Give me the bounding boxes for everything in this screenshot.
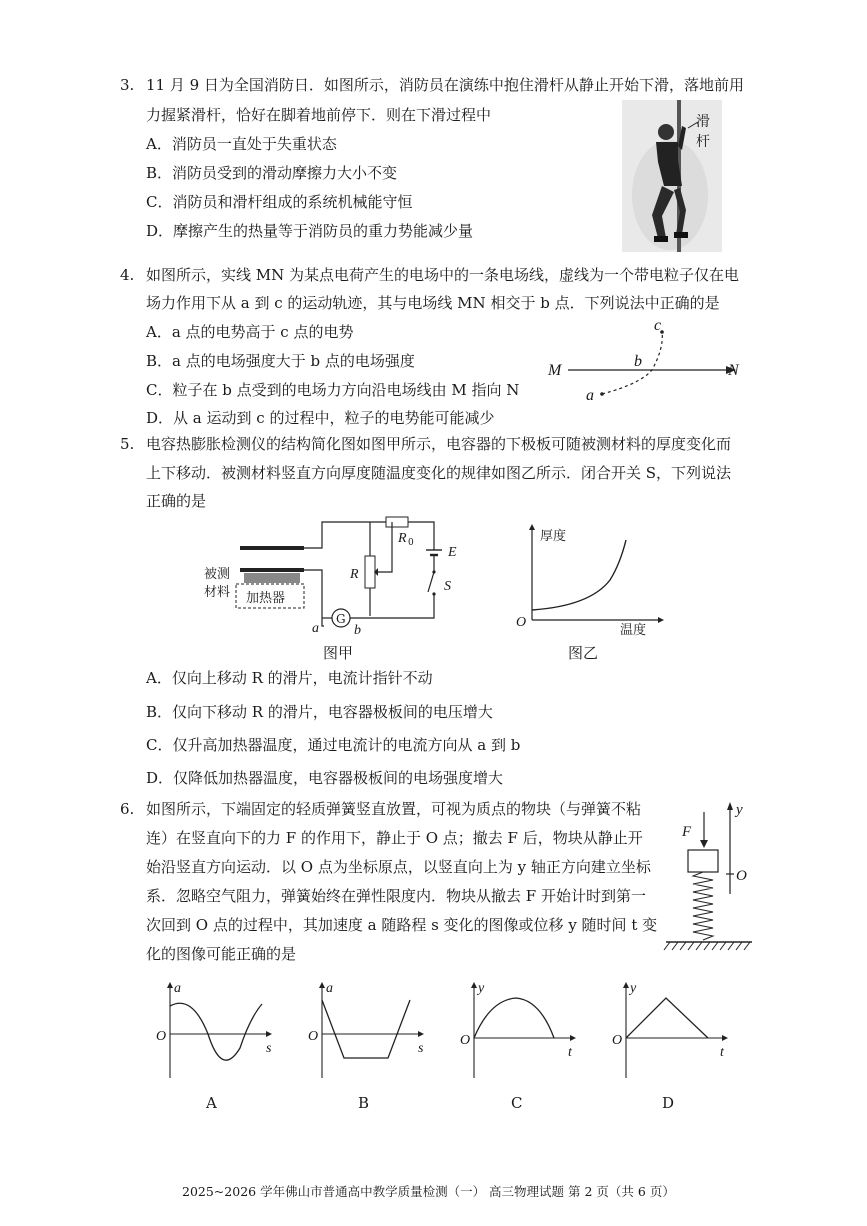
q4-number: 4. (120, 266, 135, 284)
graph-b-curve (322, 1000, 410, 1058)
graph-a (150, 978, 280, 1088)
graph-b-xlabel: s (418, 1041, 424, 1056)
graph-b-origin: O (308, 1029, 319, 1044)
graph-b (302, 978, 432, 1088)
fig-jia-caption: 图甲 (323, 644, 354, 662)
q5-option-c: C．仅升高加热器温度，通过电流计的电流方向从 a 到 b (146, 736, 521, 754)
label-g: G (336, 612, 346, 626)
q4-option-b: B．a 点的电场强度大于 b 点的电场强度 (146, 352, 415, 370)
spring-block-figure (660, 794, 760, 956)
q4-option-c: C．粒子在 b 点受到的电场力方向沿电场线由 M 指向 N (146, 381, 520, 399)
graph-d-xlabel: t (720, 1045, 724, 1060)
label-b-circuit: b (354, 623, 361, 638)
graph-c-label: C (511, 1094, 523, 1112)
graph-a-origin: O (156, 1029, 167, 1044)
field-line-diagram (540, 318, 750, 408)
page-footer: 2025~2026 学年佛山市普通高中教学质量检测（一） 高三物理试题 第 2 页（共 6 页） (182, 1184, 675, 1199)
circuit-diagram (200, 510, 470, 660)
q5-stem-line1: 电容热膨胀检测仪的结构简化图如图甲所示，电容器的下极板可随被测材料的厚度变化而 (146, 435, 732, 453)
q3-option-a: A．消防员一直处于失重状态 (146, 135, 337, 153)
graph-c-origin: O (460, 1033, 471, 1048)
graph-b-ylabel: a (326, 981, 333, 996)
q4-stem-line2: 场力作用下从 a 到 c 的运动轨迹，其与电场线 MN 相交于 b 点．下列说法中正确的是 (146, 294, 720, 312)
label-c: c (654, 318, 662, 334)
material-label-1: 被测 (204, 567, 231, 582)
q4-stem-line1: 如图所示，实线 MN 为某点电荷产生的电场中的一条电场线，虚线为一个带电粒子仅在电 (146, 266, 740, 284)
q3-option-c: C．消防员和滑杆组成的系统机械能守恒 (146, 193, 413, 211)
label-s: S (444, 579, 451, 594)
label-a: a (586, 387, 594, 404)
q3-number: 3. (120, 76, 135, 94)
rheostat-r (365, 556, 375, 588)
q4-option-d: D．从 a 运动到 c 的过程中，粒子的电势能可能减少 (146, 409, 495, 427)
material-label-2: 材料 (204, 585, 231, 600)
trajectory-dashed (602, 332, 662, 394)
graph-c (454, 978, 584, 1088)
block (688, 850, 718, 872)
q3-option-b: B．消防员受到的滑动摩擦力大小不变 (146, 164, 398, 182)
label-r0: R (398, 531, 407, 546)
capacitor-bottom-plate (240, 568, 304, 572)
graph-b-label: B (358, 1094, 370, 1112)
q5-option-d: D．仅降低加热器温度，电容器极板间的电场强度增大 (146, 769, 504, 787)
label-m: M (548, 362, 562, 379)
label-r0-sub: 0 (408, 538, 414, 548)
label-f: F (682, 824, 692, 840)
thickness-curve (532, 540, 626, 610)
spring (693, 872, 713, 940)
resistor-r0 (386, 517, 408, 527)
label-r: R (350, 567, 359, 582)
q6-stem-line4: 系．忽略空气阻力，弹簧始终在弹性限度内．物块从撤去 F 开始计时到第一 (146, 887, 646, 905)
graph-d (606, 978, 736, 1088)
q5-number: 5. (120, 435, 135, 453)
q6-stem-line5: 次回到 O 点的过程中，其加速度 a 随路程 s 变化的图像或位移 y 随时间 t 变 (146, 916, 658, 934)
q6-stem-line1: 如图所示，下端固定的轻质弹簧竖直放置，可视为质点的物块（与弹簧不粘 (146, 800, 642, 818)
graph-d-ylabel: y (630, 981, 637, 996)
q6-stem-line3: 始沿竖直方向运动．以 O 点为坐标原点，以竖直向上为 y 轴正方向建立坐标 (146, 858, 651, 876)
test-material (244, 573, 300, 583)
graph-c-curve (474, 998, 554, 1038)
graph-c-ylabel: y (478, 981, 485, 996)
photo-label-1: 滑 (696, 114, 710, 130)
q3-stem-line1: 11 月 9 日为全国消防日．如图所示，消防员在演练中抱住滑杆从静止开始下滑，落地前用 (146, 76, 744, 94)
q4-option-a: A．a 点的电势高于 c 点的电势 (146, 323, 354, 341)
label-y-axis: y (736, 802, 743, 818)
firefighter-photo (622, 100, 722, 252)
q3-option-d: D．摩擦产生的热量等于消防员的重力势能减少量 (146, 222, 474, 240)
capacitor-top-plate (240, 546, 304, 550)
graph-a-ylabel: a (174, 981, 181, 996)
label-b: b (634, 353, 642, 370)
q5-option-a: A．仅向上移动 R 的滑片，电流计指针不动 (146, 669, 433, 687)
graph-ylabel: 厚度 (540, 529, 567, 544)
label-a-circuit: a (312, 621, 319, 636)
graph-origin: O (516, 615, 527, 630)
graph-d-label: D (662, 1094, 675, 1112)
graph-a-curve (170, 1003, 262, 1060)
q3-stem-line2: 力握紧滑杆，恰好在脚着地前停下．则在下滑过程中 (146, 106, 492, 124)
graph-d-curve (626, 998, 708, 1038)
graph-a-label: A (206, 1094, 217, 1112)
graph-xlabel: 温度 (620, 623, 647, 638)
label-e: E (448, 545, 457, 560)
graph-a-xlabel: s (266, 1041, 272, 1056)
q5-stem-line2: 上下移动．被测材料竖直方向厚度随温度变化的规律如图乙所示．闭合开关 S，下列说法 (146, 464, 732, 482)
q5-option-b: B．仅向下移动 R 的滑片，电容器极板间的电压增大 (146, 703, 493, 721)
graph-c-xlabel: t (568, 1045, 572, 1060)
fig-yi-caption: 图乙 (568, 644, 599, 662)
photo-label-2: 杆 (696, 134, 710, 150)
q6-stem-line2: 连）在竖直向下的力 F 的作用下，静止于 O 点；撤去 F 后，物块从静止开 (146, 829, 643, 847)
q5-stem-line3: 正确的是 (146, 492, 207, 510)
label-o-point: O (736, 868, 747, 884)
q6-stem-line6: 化的图像可能正确的是 (146, 945, 297, 963)
graph-d-origin: O (612, 1033, 623, 1048)
heater-label: 加热器 (246, 591, 286, 606)
label-n: N (728, 362, 739, 379)
q6-number: 6. (120, 800, 135, 818)
